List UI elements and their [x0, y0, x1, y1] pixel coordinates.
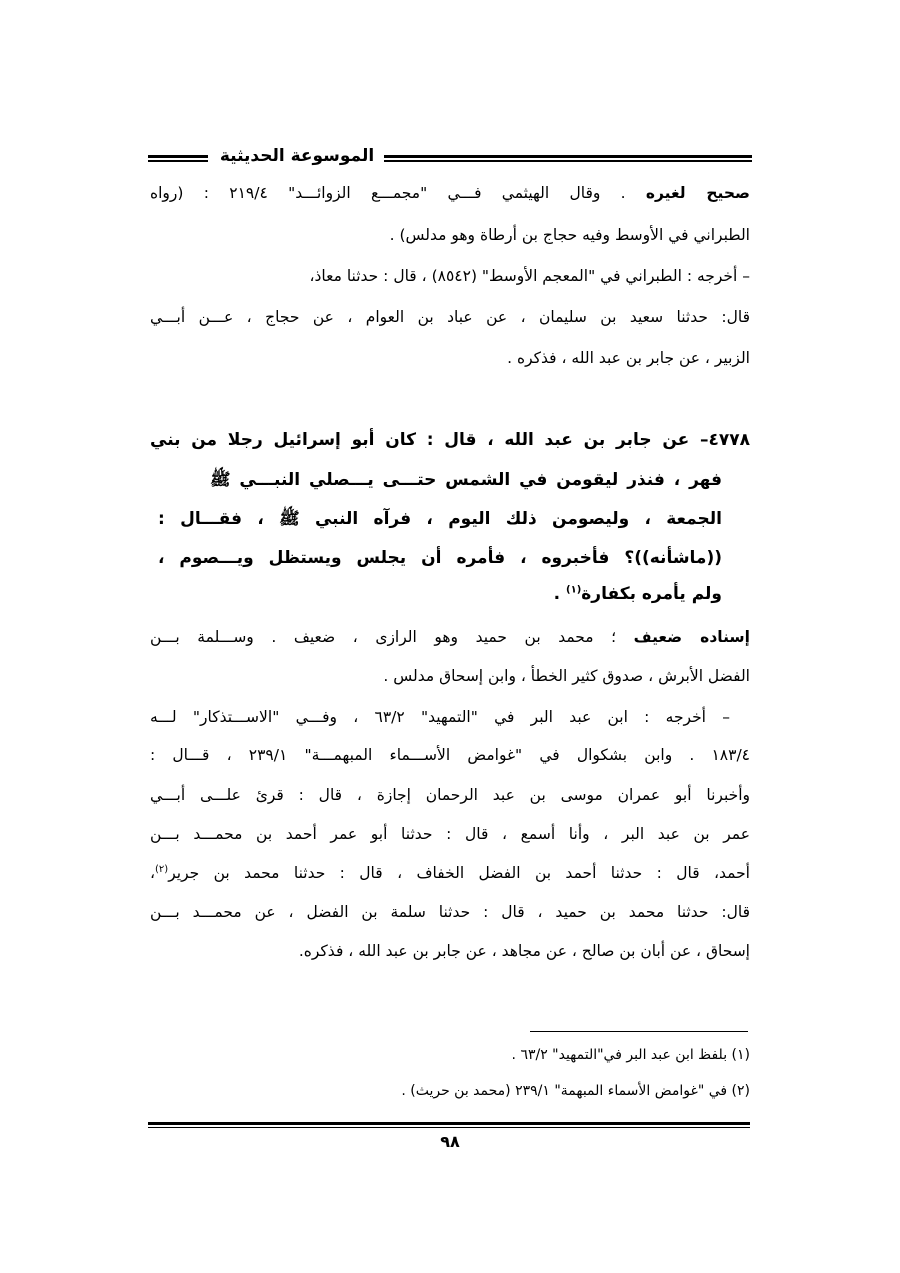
text-line: إسحاق ، عن أبان بن صالح ، عن مجاهد ، عن جابر بن عبد الله ، فذكره. — [298, 942, 750, 960]
hadith-text: . — [553, 584, 566, 604]
hadith-line: الجمعة ، وليصومن ذلك اليوم ، فرآه النبي ﷺ ، فقـــال : — [158, 509, 722, 529]
hadith-line: فهر ، فنذر ليقومن في الشمس حتـــى يـــصلي النبـــي ﷺ — [210, 470, 722, 490]
header-title: الموسوعة الحديثية — [219, 146, 375, 166]
text-line — [150, 628, 750, 646]
text-line: ١٨٣/٤ . وابن بشكوال في "غوامض الأســـماء المبهمـــة" ٢٣٩/١ ، قـــال : — [150, 746, 750, 764]
page-number: ٩٨ — [440, 1132, 460, 1151]
footnote-ref-2: (٢) — [155, 864, 169, 875]
hadith-line — [554, 584, 722, 604]
text-line: – أخرجه : الطبراني في "المعجم الأوسط" (٨٥٤٢) ، قال : حدثنا معاذ، — [309, 267, 750, 285]
grading-label: صحيح لغيره — [645, 184, 750, 202]
hadith-text: ولم يأمره بكفارة — [581, 584, 722, 604]
footnote-1: (١) بلفظ ابن عبد البر في"التمهيد" ٦٣/٢ . — [511, 1047, 750, 1063]
text-line: عمر بن عبد البر ، وأنا أسمع ، قال : حدثنا أبو عمر أحمد بن محمـــد بـــن — [150, 825, 750, 843]
text-span: . وقال الهيثمي فـــي "مجمـــع الزوائـــد" ٢١٩/٤ : (رواه — [150, 184, 646, 202]
bottom-rule — [148, 1122, 750, 1128]
text-line: – أخرجه : ابن عبد البر في "التمهيد" ٦٣/٢ ، وفـــي "الاســـتذكار" لـــه — [150, 708, 730, 726]
footnote-ref-1: (١) — [566, 584, 582, 596]
text-line — [150, 864, 750, 882]
text-line: قال: حدثنا سعيد بن سليمان ، عن عباد بن العوام ، عن حجاج ، عـــن أبـــي — [150, 308, 750, 326]
text-line: وأخبرنا أبو عمران موسى بن عبد الرحمان إجازة ، قال : قرئ علـــى أبـــي — [150, 786, 750, 804]
text-line: الطبراني في الأوسط وفيه حجاج بن أرطاة وهو مدلس) . — [389, 226, 750, 244]
text-line: قال: حدثنا محمد بن حميد ، قال : حدثنا سلمة بن الفضل ، عن محمـــد بـــن — [150, 903, 750, 921]
footnote-2: (٢) في "غوامض الأسماء المبهمة" ٢٣٩/١ (محمد بن حريث) . — [401, 1083, 750, 1099]
page-header — [148, 148, 752, 170]
header-rule-right — [384, 155, 752, 162]
header-rule-left — [148, 155, 208, 162]
hadith-line: ٤٧٧٨– عن جابر بن عبد الله ، قال : كان أبو إسرائيل رجلا من بني — [150, 430, 750, 450]
text-line: الزبير ، عن جابر بن عبد الله ، فذكره . — [507, 349, 750, 367]
text-line: الفضل الأبرش ، صدوق كثير الخطأ ، وابن إسحاق مدلس . — [383, 667, 750, 685]
text-span: ، — [150, 864, 156, 883]
text-span: أحمد، قال : حدثنا أحمد بن الفضل الخفاف ، قال : حدثنا محمد بن جرير — [168, 864, 750, 883]
hadith-line: ((ماشأنه))؟ فأخبروه ، فأمره أن يجلس ويستظل ويـــصوم ، — [158, 548, 722, 568]
text-span: ؛ محمد بن حميد وهو الرازى ، ضعيف . وســـلمة بـــن — [150, 628, 634, 646]
grading-label: إسناده ضعيف — [633, 628, 750, 646]
text-line — [150, 184, 750, 202]
footnote-separator — [530, 1031, 748, 1032]
